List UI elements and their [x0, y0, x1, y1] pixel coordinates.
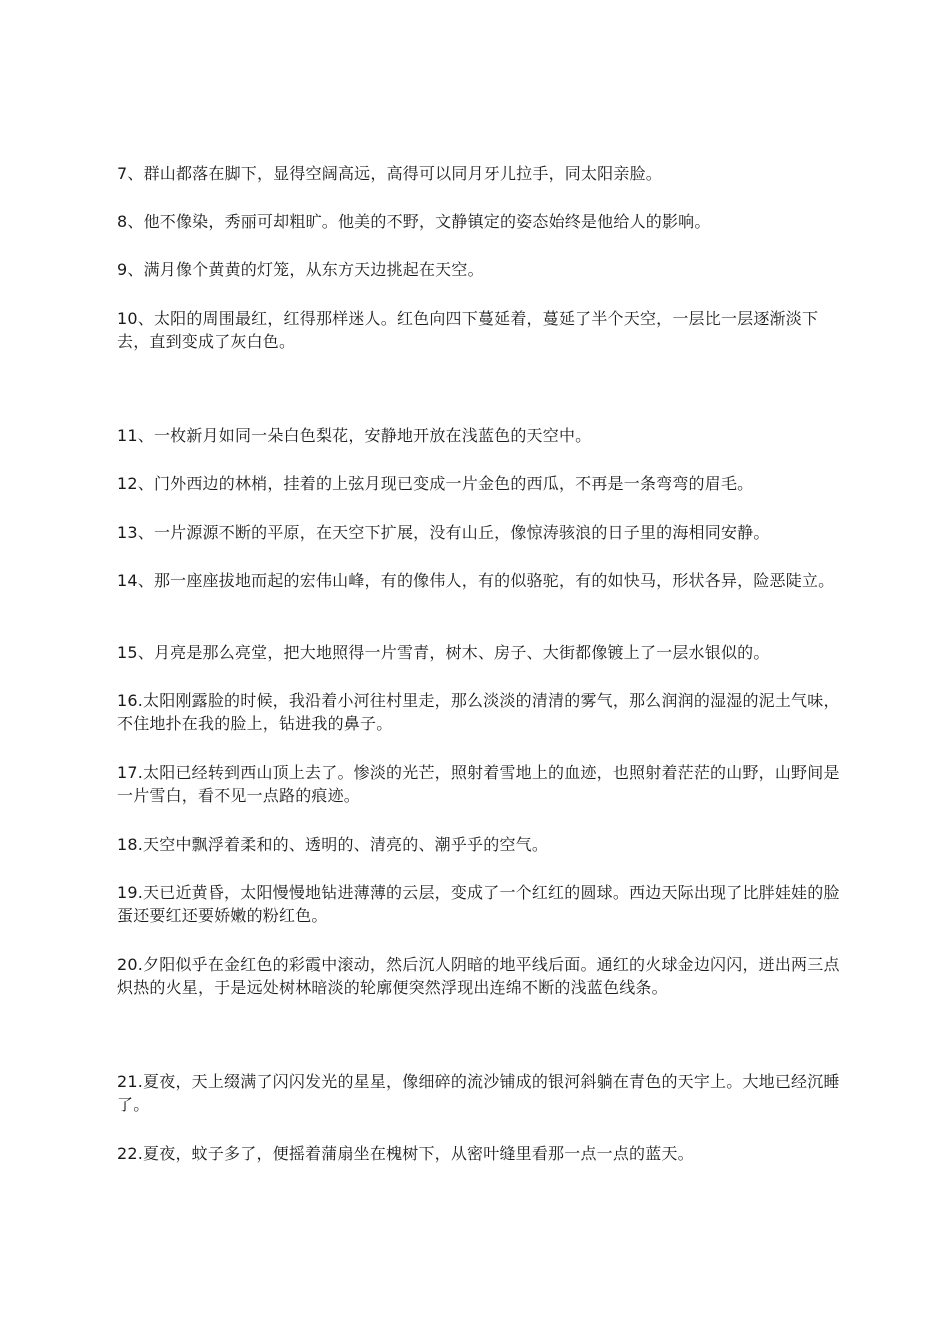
paragraph-10: 10、太阳的周围最红，红得那样迷人。红色向四下蔓延着，蔓延了半个天空，一层比一层逐渐淡下去，直到变成了灰白色。 [117, 309, 819, 351]
paragraph-17: 17.太阳已经转到西山顶上去了。惨淡的光芒，照射着雪地上的血迹，也照射着茫茫的山野，山野间是一片雪白，看不见一点路的痕迹。 [117, 763, 840, 805]
paragraph-16: 16.太阳刚露脸的时候，我沿着小河往村里走，那么淡淡的清清的雾气，那么润润的湿湿的泥土气味，不住地扑在我的脸上，钻进我的鼻子。 [117, 691, 840, 733]
paragraph-22: 22.夏夜，蚊子多了，便摇着蒲扇坐在槐树下，从密叶缝里看那一点一点的蓝天。 [117, 1144, 694, 1163]
paragraph-13: 13、一片源源不断的平原，在天空下扩展，没有山丘，像惊涛骇浪的日子里的海相同安静。 [117, 523, 770, 542]
paragraph-8: 8、他不像染，秀丽可却粗旷。他美的不野，文静镇定的姿态始终是他给人的影响。 [117, 212, 711, 231]
paragraph-12: 12、门外西边的林梢，挂着的上弦月现已变成一片金色的西瓜，不再是一条弯弯的眉毛。 [117, 474, 754, 493]
paragraph-15: 15、月亮是那么亮堂，把大地照得一片雪青，树木、房子、大街都像镀上了一层水银似的。 [117, 643, 770, 662]
paragraph-11: 11、一枚新月如同一朵白色梨花，安静地开放在浅蓝色的天空中。 [117, 426, 592, 445]
paragraph-14: 14、那一座座拔地而起的宏伟山峰，有的像伟人，有的似骆驼，有的如快马，形状各异，险恶陡立。 [117, 571, 835, 590]
paragraph-19: 19.天已近黄昏，太阳慢慢地钻进薄薄的云层，变成了一个红红的圆球。西边天际出现了比胖娃娃的脸蛋还要红还要娇嫩的粉红色。 [117, 883, 840, 925]
paragraph-21: 21.夏夜，天上缀满了闪闪发光的星星，像细碎的流沙铺成的银河斜躺在青色的天宇上。大地已经沉睡了。 [117, 1072, 840, 1114]
paragraph-9: 9、满月像个黄黄的灯笼，从东方天边挑起在天空。 [117, 260, 484, 279]
paragraph-20: 20.夕阳似乎在金红色的彩霞中滚动，然后沉人阴暗的地平线后面。通红的火球金边闪闪，迸出两三点炽热的火星，于是远处树林暗淡的轮廓便突然浮现出连绵不断的浅蓝色线条。 [117, 955, 840, 997]
paragraph-7: 7、群山都落在脚下，显得空阔高远，高得可以同月牙儿拉手，同太阳亲脸。 [117, 164, 662, 183]
paragraph-18: 18.天空中飘浮着柔和的、透明的、清亮的、潮乎乎的空气。 [117, 835, 549, 854]
